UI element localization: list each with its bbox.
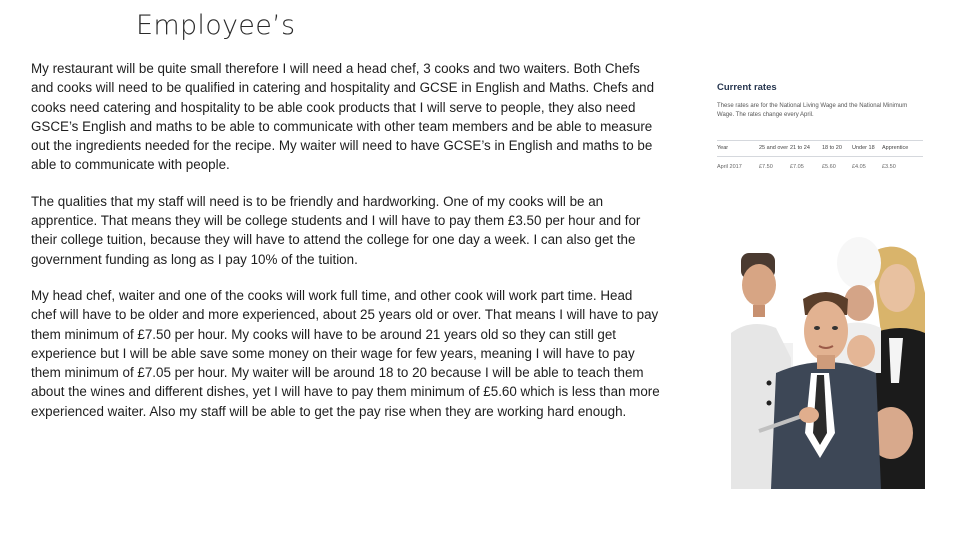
rates-description: These rates are for the National Living Wage and the National Minimum Wage. The rates change every April.: [717, 103, 908, 118]
rates-data-row: [717, 164, 923, 170]
rates-cell: £3.50: [882, 164, 896, 170]
rates-cell: April 2017: [717, 164, 742, 170]
rates-header-cell: Under 18: [852, 145, 875, 151]
slide-title: Employee’s: [136, 10, 296, 41]
rates-title: Current rates: [717, 82, 777, 93]
staff-photo: [731, 233, 925, 489]
rates-cell: £7.05: [790, 164, 804, 170]
paragraph-staffing: My restaurant will be quite small therefore I will need a head chef, 3 cooks and two waiters. Both Chefs and cooks will need to be qualified in catering and hospitality and GCSE in English and Maths. Chefs and cooks need catering and hospitality to be able cook products that I will serve to people, they also need GSCE’s English and maths to be able to communicate with other team members and be able to measure out the ingredients needed for the recipe. My waiter will need to have GCSE’s in English and maths to be able to communicate with people.: [31, 61, 655, 173]
rates-header-cell: Year: [717, 145, 729, 151]
rates-cell: £5.60: [822, 164, 836, 170]
paragraph-qualities: The qualities that my staff will need is to be friendly and hardworking. One of my cooks will be an apprentice. That means they will be college students and I will have to pay them £3.50 per hour and for their college tuition, because they will have to attend the college for one day a week. I can also get the government funding as long as I pay 10% of the tuition.: [31, 193, 641, 267]
rates-header-cell: 25 and over: [759, 145, 789, 151]
paragraph-wages: My head chef, waiter and one of the cooks will work full time, and other cook will work part time. Head chef will have to be older and more experienced, about 25 years old or over. That means I will have to pay them minimum of £7.50 per hour. My cooks will have to be around 21 years old so they can still get experience but I will be able save some money on their wage for few years, meaning I will have to pay them minimum of £7.05 per hour. My waiter will be around 18 to 20 because I will be able to teach them about the wines and different dishes, yet I will have to pay them minimum of £5.60 which is less than more experienced waiter. Also my staff will be able to get the pay rise when they are working hard enough.: [31, 287, 660, 419]
rates-divider: [717, 156, 923, 157]
rates-header-cell: 21 to 24: [790, 145, 810, 151]
rates-header-row: [717, 145, 923, 151]
rates-divider: [717, 140, 923, 141]
rates-header-cell: Apprentice: [882, 145, 909, 151]
rates-header-cell: 18 to 20: [822, 145, 842, 151]
body-text: [31, 59, 661, 438]
staff-photo-illustration: [731, 233, 925, 489]
businessman-figure: [759, 292, 881, 489]
wage-rates-image: [714, 80, 926, 176]
rates-cell: £4.05: [852, 164, 866, 170]
rates-cell: £7.50: [759, 164, 773, 170]
